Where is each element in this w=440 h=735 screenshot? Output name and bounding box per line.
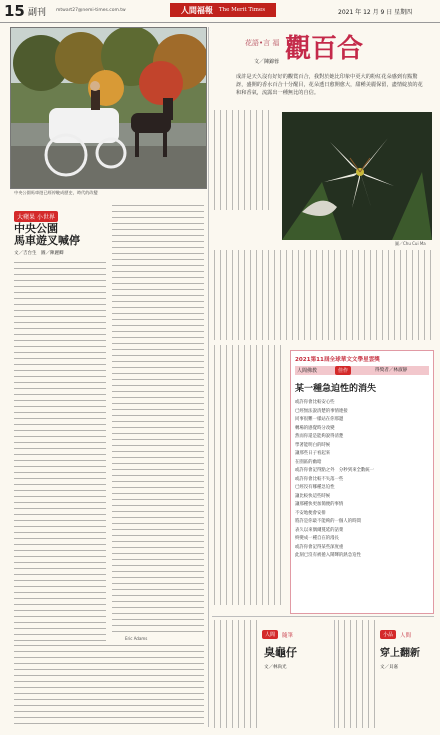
bottom-right-kicker-a: 小品 bbox=[380, 630, 396, 639]
section-name: 副刊 bbox=[28, 8, 47, 18]
page-number: 15 bbox=[4, 2, 25, 20]
lead-byline: 文／陳錦蓉 bbox=[254, 59, 280, 65]
poem-line: 同事很難一樣站在你那邊 bbox=[295, 417, 344, 422]
lily-illustration bbox=[282, 112, 432, 240]
lead-kicker: 花語•言 福 bbox=[245, 39, 280, 47]
lead-body-top-left bbox=[214, 110, 274, 210]
left-story-title bbox=[14, 223, 80, 247]
poem-line: 已經無法說清楚的事情連接 bbox=[295, 408, 348, 414]
poem-line: 將許是你最不能夠的一個人的時間 bbox=[295, 519, 361, 524]
contest-award-tag: 佳作 bbox=[335, 366, 351, 375]
bottom-section-divider bbox=[212, 616, 434, 617]
left-article-body-col2 bbox=[112, 205, 204, 635]
lead-title: 觀百合 bbox=[285, 34, 364, 64]
poem-line: 轉場的感覺時分改變 bbox=[295, 425, 335, 431]
lead-body-upper bbox=[214, 250, 432, 340]
lily-photo-caption: 圖／Chu Cui Ma bbox=[395, 241, 426, 246]
masthead bbox=[0, 0, 440, 23]
bottom-mid-kicker-a: 人間 bbox=[262, 630, 278, 639]
poem-body bbox=[295, 399, 431, 561]
left-article-body-col3 bbox=[14, 645, 204, 727]
left-reporter-name: Eric Adams bbox=[125, 636, 148, 641]
contest-poem-box bbox=[290, 350, 434, 614]
poem-title: 某一種急迫性的消失 bbox=[295, 384, 377, 394]
carriage-photo bbox=[10, 27, 207, 189]
poem-line: 或許你會記得某些深度重 bbox=[295, 544, 344, 550]
poem-line: 已經沒有哪種急迫性 bbox=[295, 485, 335, 490]
carriage-photo-caption: 中央公園馬車遊已經停駛成歷史，時代的改變 bbox=[14, 190, 98, 195]
left-article-body bbox=[14, 262, 106, 642]
editor-email[interactable]: mtwart27@nemi-times.com.tw bbox=[56, 8, 126, 13]
left-title-line2: 馬車遊叉喊停 bbox=[14, 234, 80, 247]
bottom-right-kicker-b: 人間 bbox=[400, 633, 412, 639]
left-byline: 文／吉台生 圖／陳麗卿 bbox=[14, 251, 64, 256]
poem-line: 讓比較快這些時候 bbox=[295, 493, 331, 499]
lily-photo bbox=[282, 112, 432, 240]
bottom-right-header bbox=[380, 622, 434, 726]
left-kicker: 大蘋果 小世界 bbox=[14, 211, 58, 222]
poem-line: 表久以來偶爾蔓延的話菜 bbox=[295, 527, 344, 533]
poem-line: 此刻已沒有被捲入鬧聲的熱急迫性 bbox=[295, 553, 361, 558]
bottom-right-body bbox=[338, 620, 378, 728]
bottom-mid-header bbox=[262, 622, 332, 726]
poem-line: 或許你會比較不失落一些 bbox=[295, 476, 344, 482]
poem-line: 學著能明白的時候 bbox=[295, 442, 331, 448]
poem-line: 不安地便會安排 bbox=[295, 510, 326, 516]
issue-date: 2021 年 12 月 9 日 星期四 bbox=[338, 9, 413, 16]
poem-line: 終變成一種自在的漫長 bbox=[295, 536, 339, 541]
bottom-column-divider bbox=[334, 620, 335, 728]
bottom-mid-kicker-b: 隨筆 bbox=[282, 633, 294, 639]
poem-line: 然而你還是能夠說得清楚 bbox=[295, 434, 344, 439]
lead-body-left bbox=[214, 345, 284, 605]
contest-byline: 得獎者／林淑靜 bbox=[375, 368, 408, 373]
logo-english: The Merit Times bbox=[218, 7, 266, 13]
carriage-illustration bbox=[11, 28, 206, 188]
bottom-right-byline: 文／貝嘉 bbox=[380, 665, 398, 670]
lead-intro: 成許是天久沒有好好的觀賞百合，我對於她比印象中更大的粉紅花朵感到有點驚訝，盛開的香水百合十分醒目，花朵透日愈開愈大，甜種美麗保留，盡情綻放的花和和香氣，流露出一種無比的自信。 bbox=[236, 74, 423, 96]
contest-category: 人間佛教 bbox=[297, 368, 318, 374]
left-title-line1: 中央公園 bbox=[14, 222, 58, 235]
contest-banner: 2021第11屆全球華文文學星雲獎 bbox=[295, 357, 380, 363]
column-divider bbox=[208, 27, 209, 727]
bottom-mid-body bbox=[214, 620, 259, 728]
contest-category-row bbox=[295, 366, 429, 375]
poem-line: 讓那些日子看起來 bbox=[295, 451, 331, 456]
poem-line: 或許你會比較安心些 bbox=[295, 400, 335, 405]
bottom-mid-title: 臭龜仔 bbox=[264, 646, 297, 659]
newspaper-logo bbox=[170, 3, 276, 17]
bottom-right-title: 穿上翻新 bbox=[380, 648, 420, 659]
poem-line: 讓那種快更加簡便的事情 bbox=[295, 502, 344, 507]
bottom-mid-byline: 文／林尚光 bbox=[264, 665, 287, 670]
poem-line: 在園區的幽暗 bbox=[295, 459, 322, 465]
poem-line: 或許你會記得點之外 分秒到來全數統一 bbox=[295, 468, 375, 473]
logo-chinese: 人間福報 bbox=[180, 4, 213, 15]
